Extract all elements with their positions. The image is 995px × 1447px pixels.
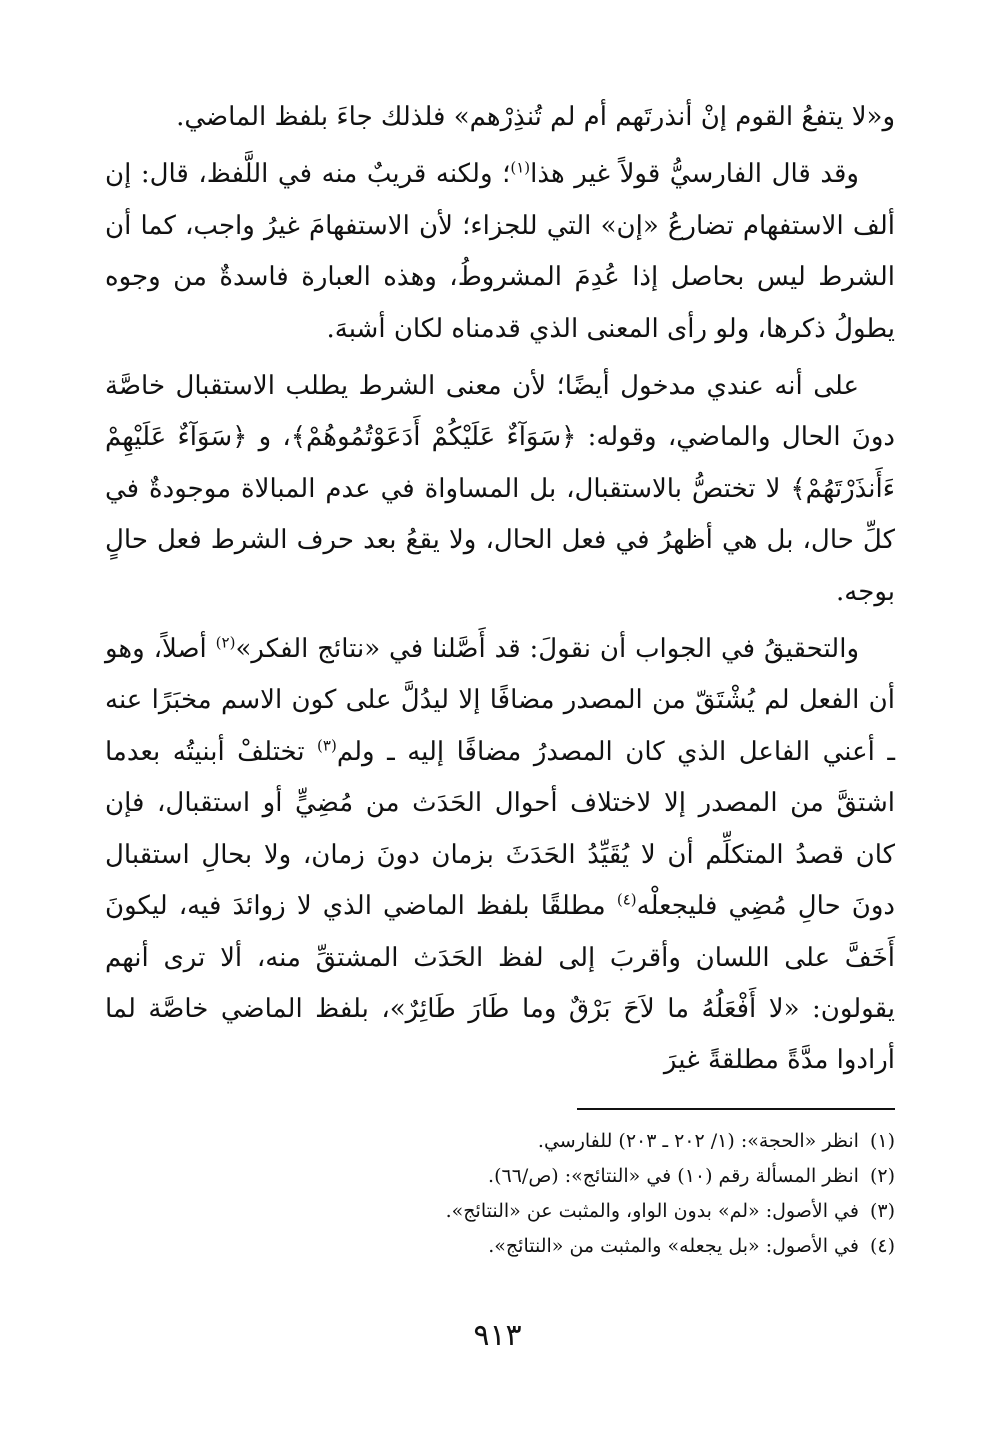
footnote-ref-2[interactable]: (٢) — [215, 633, 236, 652]
paragraph-4-text-a: والتحقيقُ في الجواب أن نقولَ: قد أَصَّلنا في «نتائج الفكر» — [235, 634, 859, 665]
footnote-3 — [105, 1194, 895, 1229]
paragraph-1 — [105, 92, 895, 143]
footnote-number: (٤) — [869, 1235, 895, 1257]
paragraph-2-text-b: ؛ ولكنه قريبٌ منه في اللَّفظ، قال: إن ألف الاستفهام تضارعُ «إن» التي للجزاء؛ لأن الاستفهامَ غيرُ واجب، كما أن الشرط ليس بحاصل إذا عُدِمَ المشروطُ، وهذه العبارة فاسدةٌ من وجوه يطولُ ذكرها، ولو رأى المعنى الذي قدمناه لكان أشبهَ. — [105, 159, 895, 344]
footnote-text: انظر المسألة رقم (١٠) في «النتائج»: (ص/٦٦). — [488, 1165, 859, 1187]
footnote-ref-3[interactable]: (٣) — [317, 736, 337, 755]
footnote-1 — [105, 1124, 895, 1159]
footnote-ref-4[interactable]: (٤) — [616, 890, 637, 909]
footnote-ref-1[interactable]: (١) — [510, 158, 531, 177]
paragraph-4-text-b: أصلاً، وهو أن الفعل لم يُشْتَقّ من المصدر مضافًا إلا ليدُلَّ على كون الاسم مخبَرًا عنه ـ أعني الفاعل الذي كان المصدرُ مضافًا إليه ـ ولم — [105, 634, 895, 767]
footnote-text: في الأصول: «لم» بدون الواو، والمثبت عن «النتائج». — [445, 1200, 859, 1222]
footnote-number: (١) — [869, 1130, 895, 1152]
footnote-number: (٢) — [869, 1165, 895, 1187]
main-text — [105, 92, 895, 1093]
footnote-4 — [105, 1229, 895, 1264]
paragraph-2 — [105, 149, 895, 355]
paragraph-2-text-a: وقد قال الفارسيُّ قولاً غير هذا — [530, 159, 859, 190]
footnote-text: انظر «الحجة»: (١/ ٢٠٢ ـ ٢٠٣) للفارسي. — [537, 1130, 859, 1152]
footnote-text: في الأصول: «بل يجعله» والمثبت من «النتائج». — [488, 1235, 859, 1257]
paragraph-4-text-d: مطلقًا بلفظ الماضي الذي لا زوائدَ فيه، ليكونَ أَخَفَّ على اللسان وأقربَ إلى لفظ الحَدَث المشتقِّ منه، ألا ترى أنهم يقولون: «لا أَفْعَلُهُ ما لاَحَ بَرْقٌ وما طَارَ طَائِرٌ»، بلفظ الماضي خاصَّة لما أرادوا مدَّةً مطلقةً غيرَ — [105, 891, 896, 1076]
paragraph-4-text-c: تختلفْ أبنيتُه بعدما اشتقَّ من المصدر إلا لاختلاف أحوال الحَدَث من مُضِيٍّ أو استقبال، فإن كان قصدُ المتكلِّم أن لا يُقَيِّدُ الحَدَثَ بزمان دونَ زمان، ولا بحالِ استقبال دونَ حالِ مُضِي فليجعلْه — [105, 736, 895, 922]
paragraph-3 — [105, 361, 895, 618]
page-number: ٩١٣ — [473, 1318, 522, 1353]
paragraph-4 — [105, 624, 895, 1087]
footnotes — [105, 1124, 895, 1264]
paragraph-3-text: على أنه عندي مدخول أيضًا؛ لأن معنى الشرط يطلب الاستقبال خاصَّة دونَ الحال والماضي، وقوله: ﴿سَوَآءٌ عَلَيْكُمْ أَدَعَوْتُمُوهُمْ﴾، و ﴿سَوَآءٌ عَلَيْهِمْ ءَأَنذَرْتَهُمْ﴾ لا تختصُّ بالاستقبال، بل المساواة في عدم المبالاة موجودةٌ في كلِّ حال، بل هي أظهرُ في فعل الحال، ولا يقعُ بعد حرف الشرط فعل حالٍ بوجه. — [105, 371, 895, 607]
paragraph-1-text: و«لا يتفعُ القوم إنْ أنذرتَهم أم لم تُنذِرْهم» فلذلك جاءَ بلفظ الماضي. — [176, 102, 895, 132]
footnote-number: (٣) — [869, 1200, 895, 1222]
footnote-2 — [105, 1159, 895, 1194]
footnote-divider — [577, 1108, 895, 1110]
